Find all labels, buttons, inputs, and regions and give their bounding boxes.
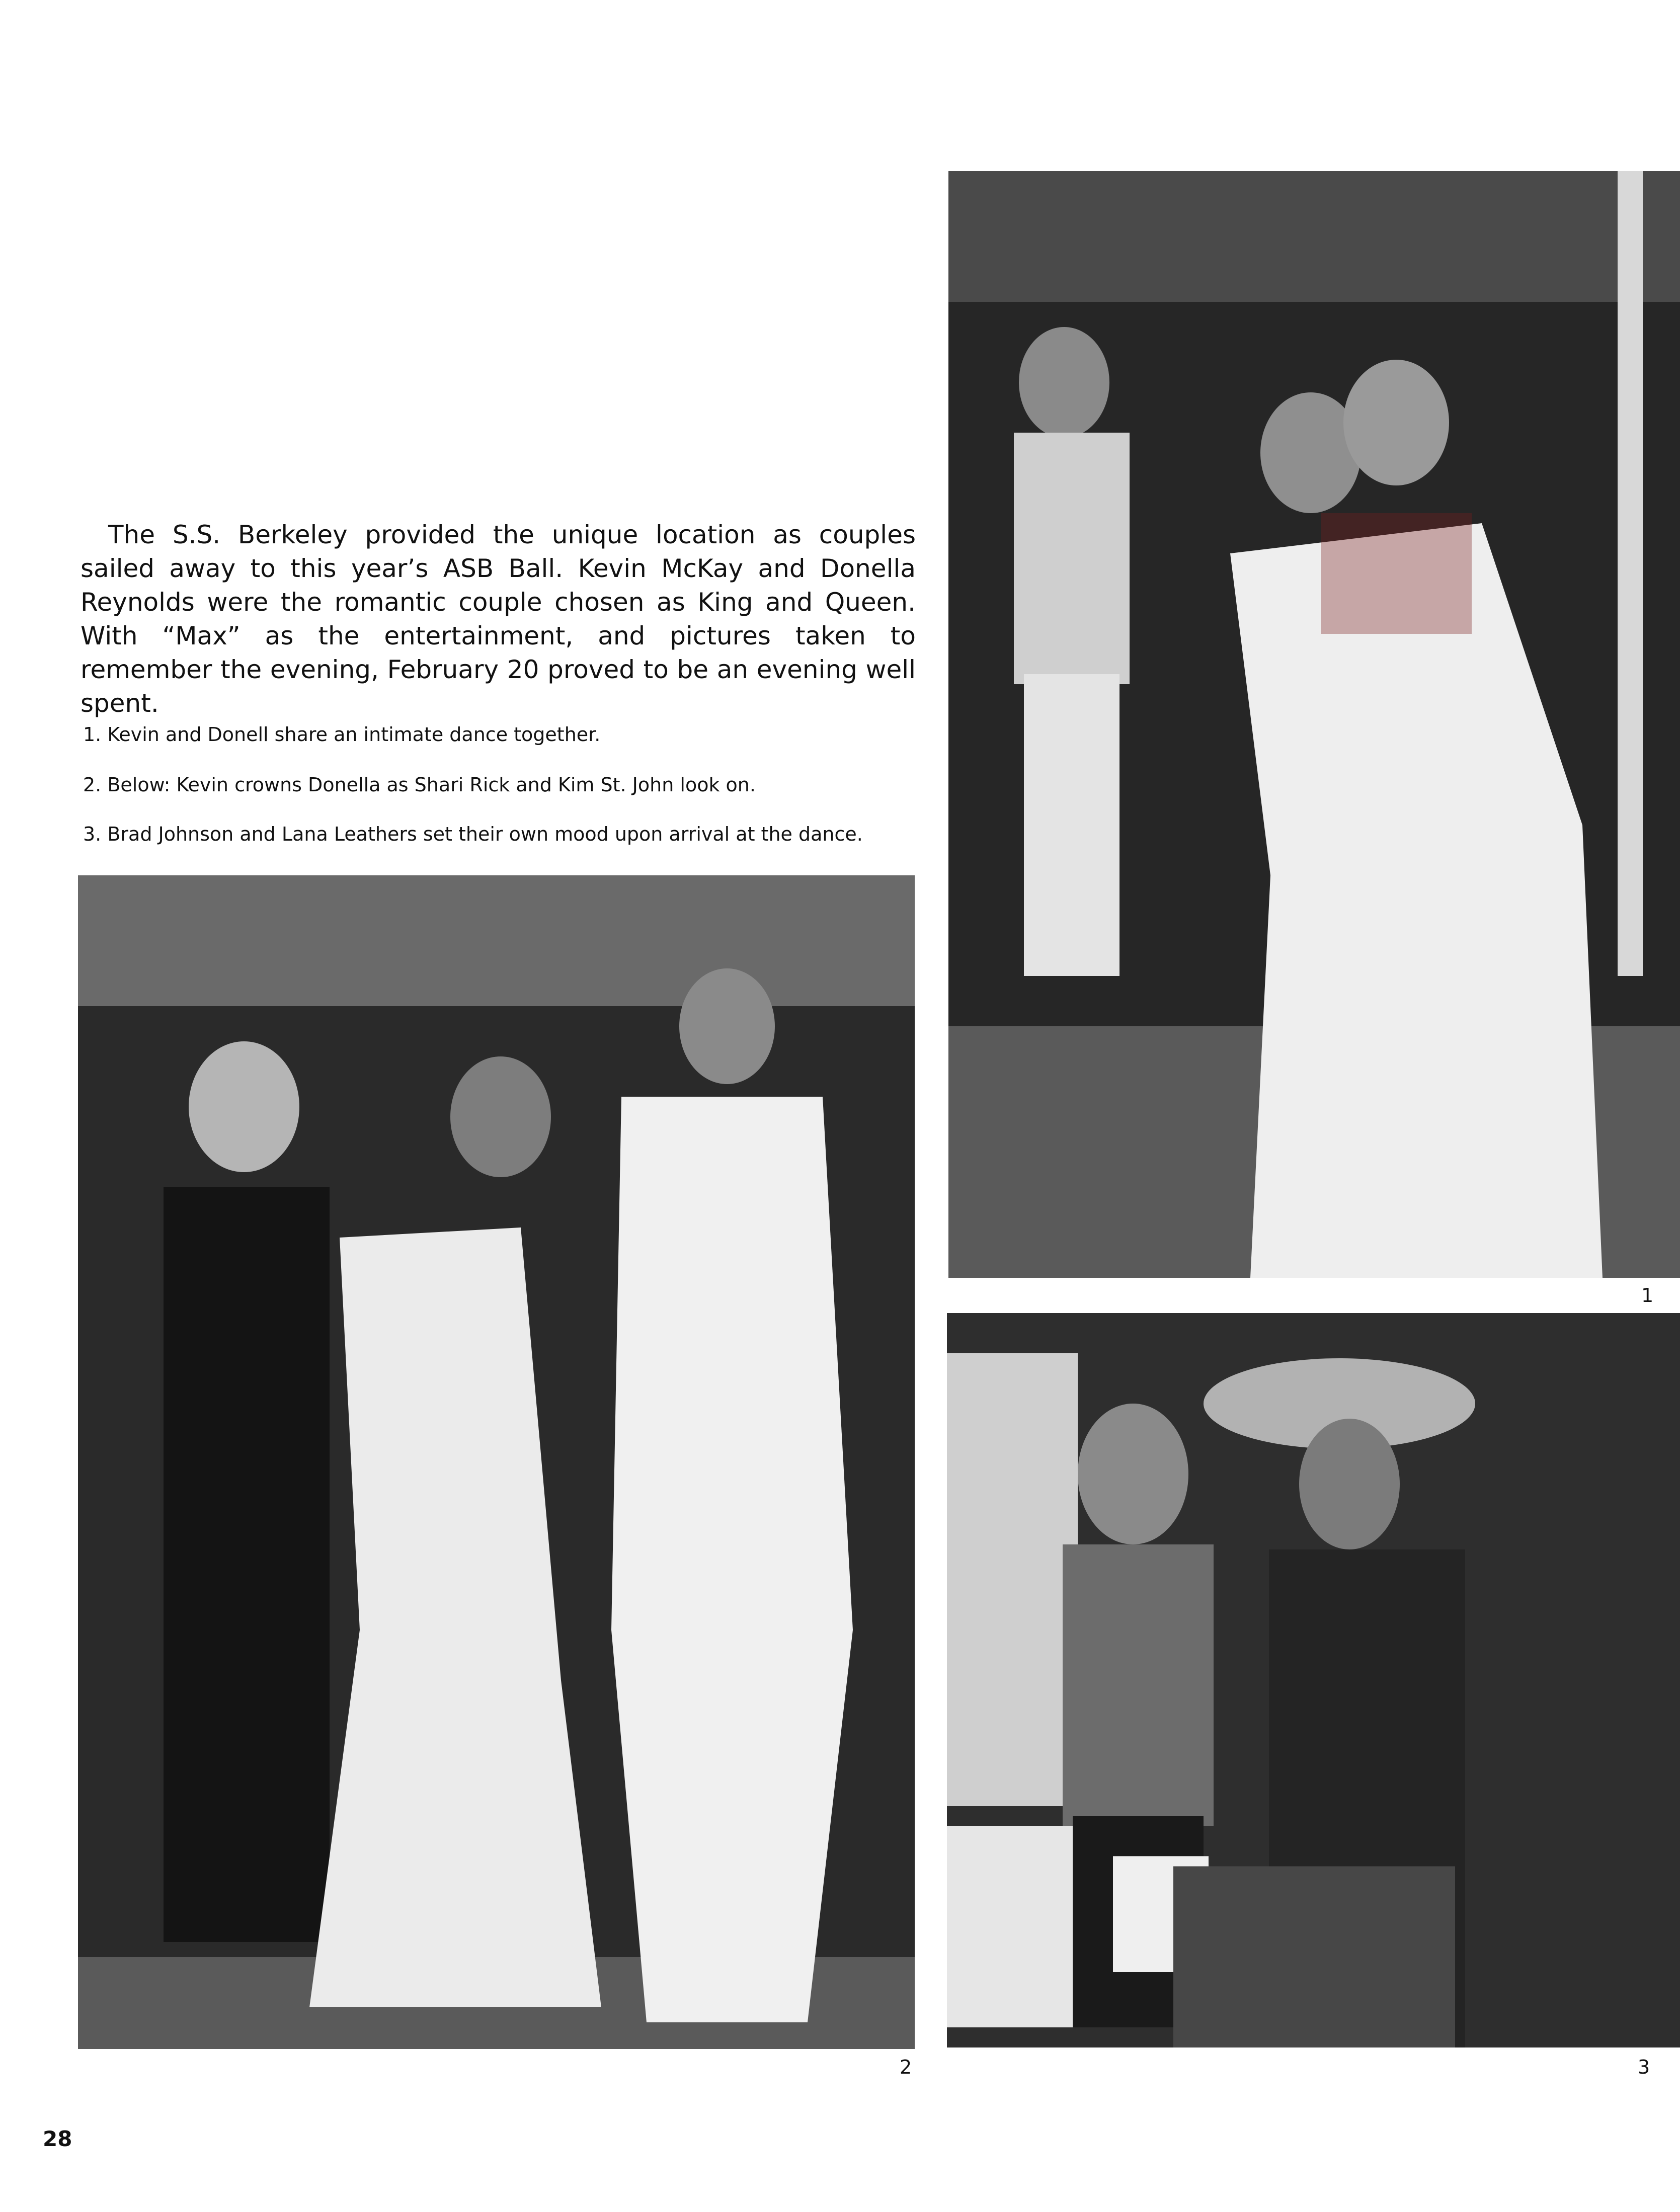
photo-cowboy-couple [947,1313,1680,2047]
caption-photo-3: 3. Brad Johnson and Lana Leathers set their own mood upon arrival at the dance. [83,823,863,845]
photo-number-1: 1 [1641,1284,1654,1306]
photo-2-image [78,875,915,2049]
photo-number-2: 2 [900,2056,912,2078]
intro-paragraph: The S.S. Berkeley provided the unique location as couples sailed away to this year’s ASB Ball. Kevin McKay and Donella Reynolds were the romantic couple chosen as King and Queen. With “Max” as the entertainment, and pictures taken to remember the evening, February 20 proved to be an evening well spent. [81,520,916,718]
page-number: 28 [43,2126,72,2151]
caption-photo-1: 1. Kevin and Donell share an intimate dance together. [83,723,601,746]
photo-3-image [947,1313,1680,2047]
caption-photo-2: 2. Below: Kevin crowns Donella as Shari Rick and Kim St. John look on. [83,774,756,796]
photo-crowning [78,875,915,2049]
photo-couple-dancing [948,171,1680,1278]
photo-number-3: 3 [1638,2056,1650,2078]
photo-1-image [948,171,1680,1278]
